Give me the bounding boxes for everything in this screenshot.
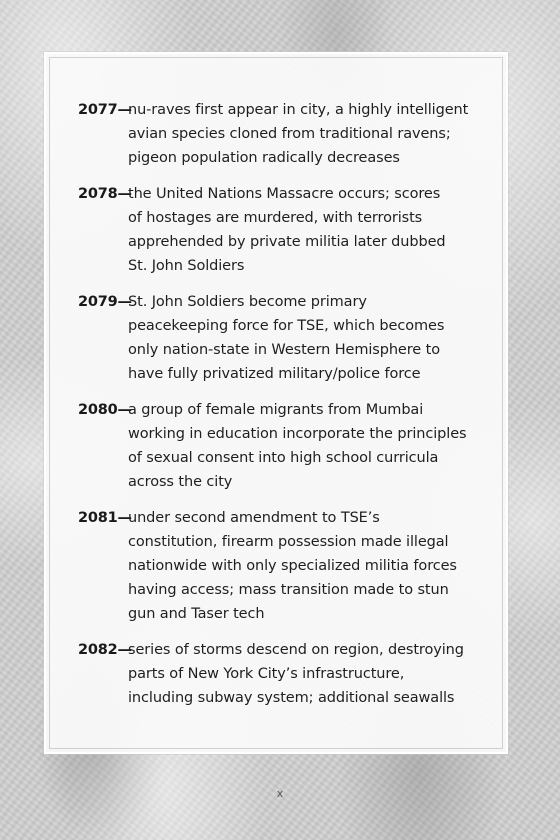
- entry-line: gun and Taser tech: [128, 606, 265, 622]
- entry-year: 2079—: [78, 294, 132, 310]
- entry-line: having access; mass transition made to stun: [128, 582, 449, 598]
- timeline-panel: [44, 52, 508, 754]
- timeline-entry: [78, 98, 498, 170]
- entry-year: 2077—: [78, 102, 132, 118]
- entry-text: [128, 398, 498, 494]
- entry-text: [128, 290, 498, 386]
- entry-line: working in education incorporate the principles: [128, 426, 467, 442]
- entry-text: [128, 98, 498, 170]
- entry-line: across the city: [128, 474, 233, 490]
- entry-line: parts of New York City’s infrastructure,: [128, 666, 405, 682]
- entry-line: of sexual consent into high school curricula: [128, 450, 439, 466]
- entry-text: [128, 506, 498, 626]
- entry-line: under second amendment to TSE’s: [128, 510, 380, 526]
- entry-line: only nation-state in Western Hemisphere to: [128, 342, 440, 358]
- entry-line: apprehended by private militia later dubbed: [128, 234, 446, 250]
- entry-line: constitution, firearm possession made illegal: [128, 534, 449, 550]
- entry-line: a group of female migrants from Mumbai: [128, 402, 424, 418]
- timeline-entry: [78, 182, 498, 278]
- entry-line: nationwide with only specialized militia forces: [128, 558, 457, 574]
- entry-year: 2078—: [78, 186, 132, 202]
- timeline-entry: [78, 638, 498, 710]
- entry-line: nu-raves first appear in city, a highly intelligent: [128, 102, 469, 118]
- entry-line: pigeon population radically decreases: [128, 150, 400, 166]
- timeline-list: [78, 98, 498, 722]
- entry-year: 2080—: [78, 402, 132, 418]
- timeline-entry: [78, 398, 498, 494]
- timeline-entry: [78, 506, 498, 626]
- entry-line: St. John Soldiers become primary: [128, 294, 367, 310]
- entry-line: series of storms descend on region, destroying: [128, 642, 464, 658]
- entry-line: including subway system; additional seawalls: [128, 690, 455, 706]
- page-number: x: [276, 787, 284, 800]
- entry-year: 2082—: [78, 642, 132, 658]
- entry-year: 2081—: [78, 510, 132, 526]
- entry-text: [128, 182, 498, 278]
- entry-text: [128, 638, 498, 710]
- entry-line: peacekeeping force for TSE, which becomes: [128, 318, 445, 334]
- timeline-entry: [78, 290, 498, 386]
- entry-line: of hostages are murdered, with terrorists: [128, 210, 423, 226]
- entry-line: St. John Soldiers: [128, 258, 245, 274]
- entry-line: the United Nations Massacre occurs; scores: [128, 186, 441, 202]
- entry-line: have fully privatized military/police force: [128, 366, 421, 382]
- entry-line: avian species cloned from traditional ravens;: [128, 126, 451, 142]
